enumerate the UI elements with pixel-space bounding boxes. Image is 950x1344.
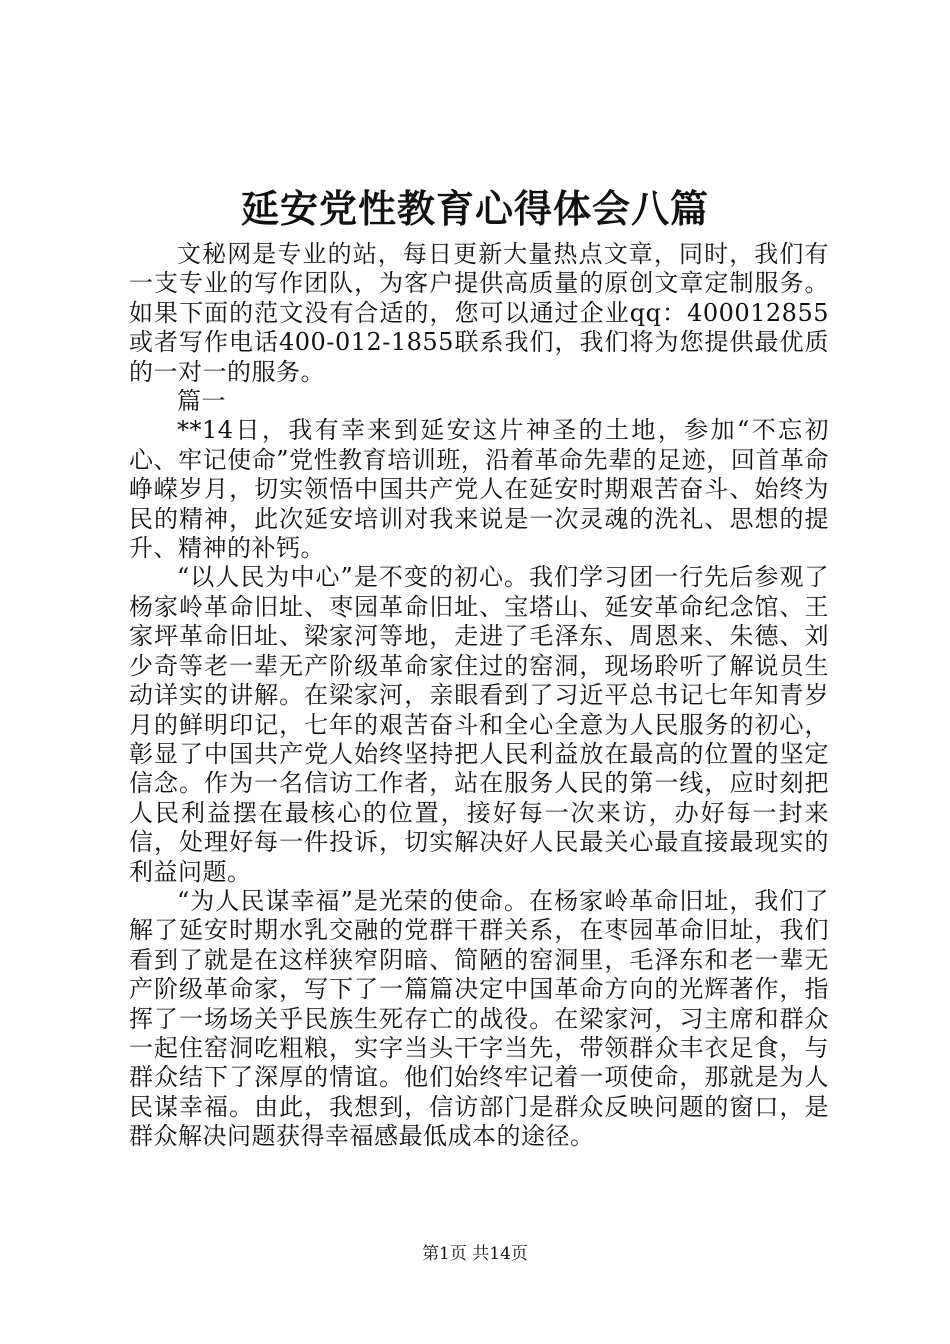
document-body xyxy=(129,240,829,1152)
body-paragraph: **14日，我有幸来到延安这片神圣的土地，参加“不忘初心、牢记使命”党性教育培训班，沿着革命先辈的足迹，回首革命峥嵘岁月，切实领悟中国共产党人在延安时期艰苦奋斗、始终为民的精神，此次延安培训对我来说是一次灵魂的洗礼、思想的提升、精神的补钙。 xyxy=(129,416,829,563)
body-paragraph: “以人民为中心”是不变的初心。我们学习团一行先后参观了杨家岭革命旧址、枣园革命旧址、宝塔山、延安革命纪念馆、王家坪革命旧址、梁家河等地，走进了毛泽东、周恩来、朱德、刘少奇等老一辈无产阶级革命家住过的窑洞，现场聆听了解说员生动详实的讲解。在梁家河，亲眼看到了习近平总书记七年知青岁月的鲜明印记，七年的艰苦奋斗和全心全意为人民服务的初心，彰显了中国共产党人始终坚持把人民利益放在最高的位置的坚定信念。作为一名信访工作者，站在服务人民的第一线，应时刻把人民利益摆在最核心的位置，接好每一次来访，办好每一封来信，处理好每一件投诉，切实解决好人民最关心最直接最现实的利益问题。 xyxy=(129,563,829,886)
intro-paragraph: 文秘网是专业的站，每日更新大量热点文章，同时，我们有一支专业的写作团队，为客户提供高质量的原创文章定制服务。如果下面的范文没有合适的，您可以通过企业qq：400012855或者写作电话400-012-1855联系我们，我们将为您提供最优质的一对一的服务。 xyxy=(129,240,829,386)
section-heading: 篇一 xyxy=(177,387,226,416)
body-paragraph: “为人民谋幸福”是光荣的使命。在杨家岭革命旧址，我们了解了延安时期水乳交融的党群干群关系，在枣园革命旧址，我们看到了就是在这样狭窄阴暗、简陋的窑洞里，毛泽东和老一辈无产阶级革命家，写下了一篇篇决定中国革命方向的光辉著作，指挥了一场场关乎民族生死存亡的战役。在梁家河，习主席和群众一起住窑洞吃粗粮，实字当头干字当先，带领群众丰衣足食，与群众结下了深厚的情谊。他们始终牢记着一项使命，那就是为人民谋幸福。由此，我想到，信访部门是群众反映问题的窗口，是群众解决问题获得幸福感最低成本的途径。 xyxy=(129,886,829,1151)
document-title: 延安党性教育心得体会八篇 xyxy=(240,186,709,231)
page-number-footer: 第1页 共14页 xyxy=(422,1244,528,1264)
